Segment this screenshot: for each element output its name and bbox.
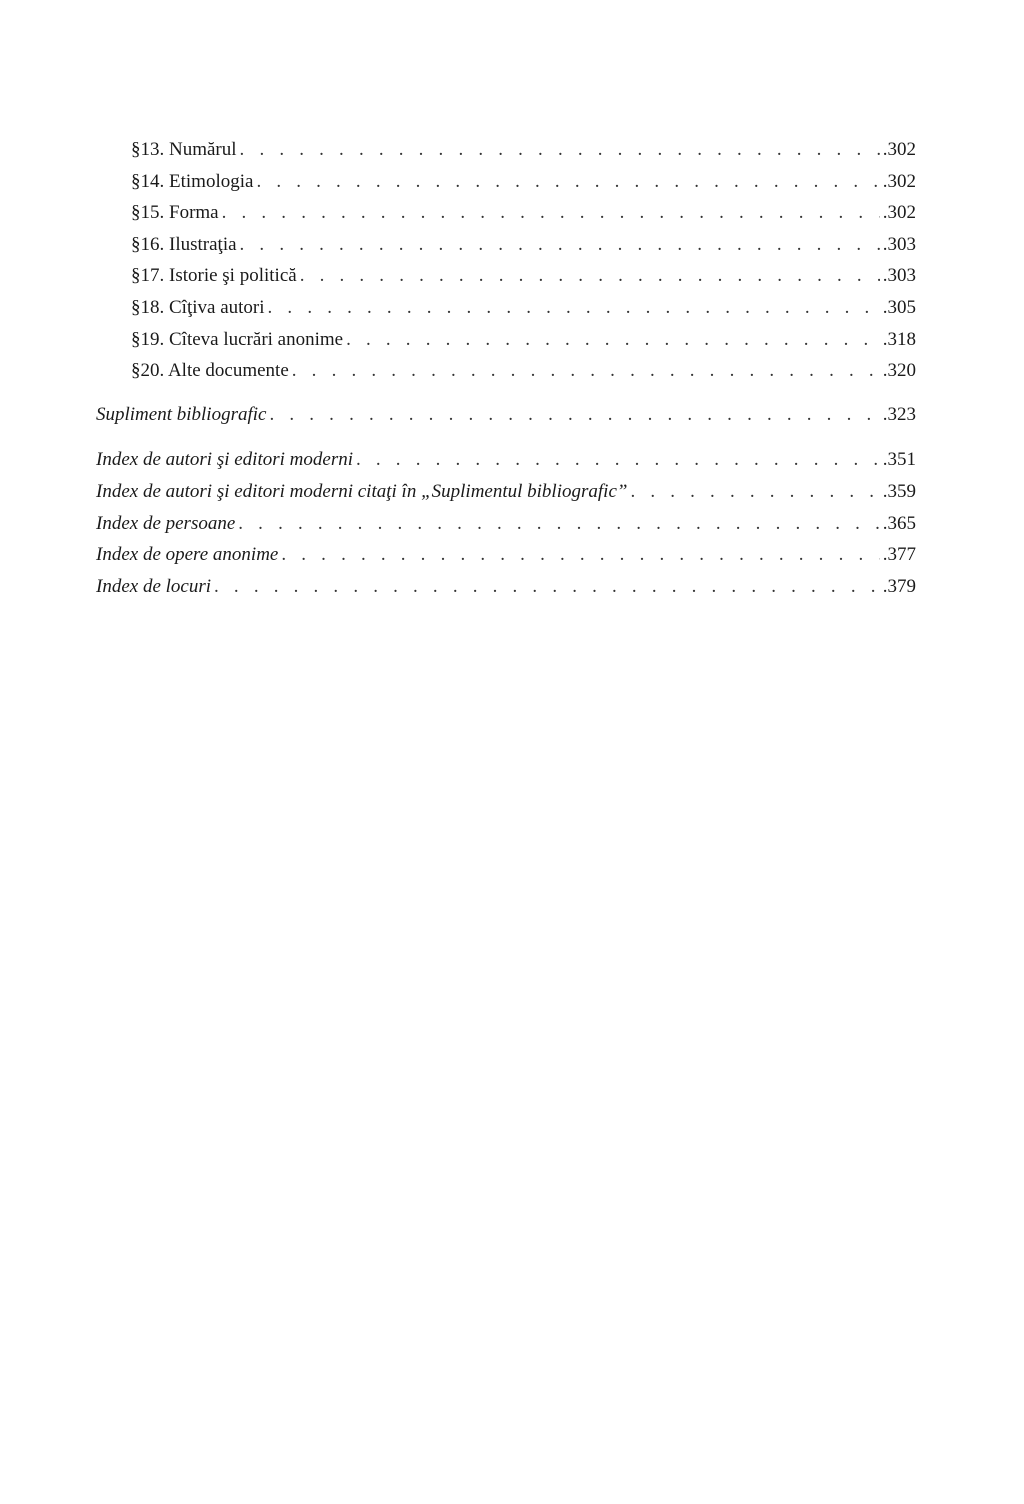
dot-leader (281, 539, 879, 571)
toc-entry-label: §14. Etimologia (131, 170, 254, 192)
dot-leader (238, 508, 879, 540)
dot-leader (300, 260, 880, 292)
toc-entry-label: §18. Cîţiva autori (131, 296, 265, 318)
dot-leader (214, 571, 880, 603)
dot-leader (346, 324, 880, 356)
toc-entry-label: Index de persoane (96, 512, 236, 534)
toc-page-number: .377 (882, 544, 916, 566)
toc-page-number: .351 (882, 449, 916, 471)
toc-entry-index-anonymous-works[interactable] (96, 539, 916, 571)
toc-entry-label: Index de autori şi editori moderni (96, 449, 353, 471)
dot-leader (268, 292, 880, 324)
toc-entry-label: §13. Numărul (131, 139, 237, 160)
toc-entry-13[interactable] (96, 134, 916, 166)
toc-entry-supplement[interactable] (96, 399, 916, 431)
toc-entry-label: Supliment bibliografic (96, 403, 267, 425)
toc-entry-20[interactable] (96, 355, 916, 387)
toc-entry-index-authors[interactable] (96, 444, 916, 476)
table-of-contents (96, 134, 916, 602)
toc-entry-index-persons[interactable] (96, 508, 916, 540)
dot-leader (222, 197, 880, 229)
toc-entry-17[interactable] (96, 260, 916, 292)
toc-page-number: .365 (882, 512, 916, 534)
dot-leader (256, 166, 879, 198)
toc-entry-label: §15. Forma (131, 202, 219, 224)
toc-page-number: .305 (882, 296, 916, 318)
toc-entry-19[interactable] (96, 324, 916, 356)
toc-entry-16[interactable] (96, 229, 916, 261)
toc-entry-label: Index de autori şi editori moderni citaţi în „Suplimentul bibliografic” (96, 480, 628, 502)
toc-entry-label: §16. Ilustraţia (131, 233, 237, 255)
toc-entry-index-places[interactable] (96, 571, 916, 603)
toc-page-number: .302 (882, 170, 916, 192)
toc-page-number: .303 (882, 233, 916, 255)
toc-page-number: .302 (882, 139, 916, 160)
dot-leader (630, 476, 879, 508)
toc-page-number: .302 (882, 202, 916, 224)
toc-entry-label: §17. Istorie şi politică (131, 265, 297, 287)
toc-entry-14[interactable] (96, 166, 916, 198)
toc-entry-label: Index de opere anonime (96, 544, 279, 566)
toc-page-number: .359 (882, 480, 916, 502)
toc-entry-15[interactable] (96, 197, 916, 229)
toc-entry-label: Index de locuri (96, 575, 212, 597)
toc-page-number: .323 (882, 403, 916, 425)
dot-leader (292, 355, 880, 387)
spacer (96, 387, 916, 399)
spacer (96, 430, 916, 444)
dot-leader (240, 134, 880, 166)
toc-entry-label: §20. Alte documente (131, 360, 289, 382)
dot-leader (356, 444, 880, 476)
toc-page-number: .320 (882, 360, 916, 382)
dot-leader (269, 399, 879, 431)
toc-entry-18[interactable] (96, 292, 916, 324)
toc-page-number: .379 (882, 575, 916, 597)
toc-entry-index-authors-supplement[interactable] (96, 476, 916, 508)
toc-entry-label: §19. Cîteva lucrări anonime (131, 328, 344, 350)
toc-page-number: .318 (882, 328, 916, 350)
dot-leader (240, 229, 880, 261)
toc-page-number: .303 (882, 265, 916, 287)
